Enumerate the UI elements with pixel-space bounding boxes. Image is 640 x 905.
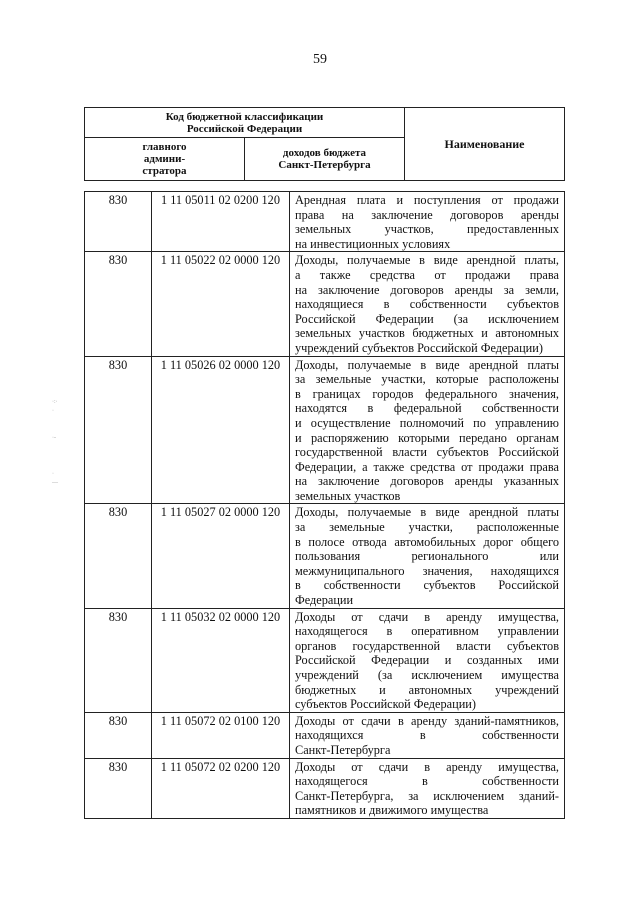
budget-code-cell: 1 11 05027 02 0000 120 <box>152 504 290 608</box>
revenue-name-line: находящегося в оперативном управлении <box>295 624 559 639</box>
revenue-name-line: земельных участков бюджетных и автономных <box>295 326 559 341</box>
header-group-title <box>85 108 405 138</box>
table-row <box>85 356 565 504</box>
revenue-name-line: Доходы от сдачи в аренду имущества, <box>295 759 559 774</box>
table-header <box>84 107 565 181</box>
admin-code-cell: 830 <box>85 192 152 252</box>
revenue-name-line: Федерации, а также средства от продажи права <box>295 459 559 474</box>
budget-code-cell: 1 11 05072 02 0200 120 <box>152 758 290 818</box>
revenue-name-cell <box>290 712 565 758</box>
revenue-name-line: находящиеся в собственности субъектов <box>295 297 559 312</box>
admin-code-cell: 830 <box>85 712 152 758</box>
admin-code-cell: 830 <box>85 608 152 712</box>
header-group-title-line: Российской Федерации <box>186 122 303 135</box>
revenue-name-line: Доходы от сдачи в аренду зданий-памятников, <box>295 713 559 728</box>
revenue-name-cell <box>290 192 565 252</box>
revenue-name-line: в собственности субъектов Российской <box>295 578 559 593</box>
revenue-name-line: Арендная плата и поступления от продажи <box>295 193 559 207</box>
revenue-table-body <box>85 192 565 819</box>
revenue-name-cell <box>290 252 565 356</box>
budget-code-cell: 1 11 05026 02 0000 120 <box>152 356 290 504</box>
revenue-name-line: а также средства от продажи права <box>295 267 559 282</box>
revenue-name-line: земельных участков, предоставленных <box>295 222 559 237</box>
revenue-name-line: находящегося в собственности <box>295 774 559 789</box>
budget-code-cell: 1 11 05072 02 0100 120 <box>152 712 290 758</box>
table-row <box>85 504 565 608</box>
revenue-name-line: Доходы, получаемые в виде арендной платы <box>295 357 559 372</box>
revenue-name-line: и осуществление полномочий по управлению <box>295 415 559 430</box>
header-admin-column <box>85 138 245 181</box>
header-admin-line: главного <box>142 141 187 153</box>
page-number: 59 <box>313 52 327 67</box>
revenue-name-line: государственной власти субъектов Российской <box>295 445 559 460</box>
header-group-title-line: Код бюджетной классификации <box>165 110 324 123</box>
revenue-name-cell <box>290 608 565 712</box>
table-row <box>85 758 565 818</box>
revenue-name-line: на заключение договоров аренды за земли, <box>295 282 559 297</box>
table-row <box>85 712 565 758</box>
header-admin-line: стратора <box>142 165 187 177</box>
table-row <box>85 192 565 252</box>
revenue-name-line: памятников и движимого имущества <box>295 803 489 818</box>
revenue-name-line: Федерации <box>295 593 354 608</box>
revenue-name-line: находятся в федеральной собственности <box>295 401 559 416</box>
revenue-name-line: права на заключение договоров аренды <box>295 207 559 222</box>
revenue-name-line: земельных участков <box>295 488 401 503</box>
budget-code-cell: 1 11 05011 02 0200 120 <box>152 192 290 252</box>
header-admin-line: админи- <box>143 153 186 165</box>
table-row <box>85 608 565 712</box>
revenue-name-line: на инвестиционных условиях <box>295 236 451 251</box>
revenue-name-line: учреждений субъектов Российской Федерации) <box>295 340 543 355</box>
admin-code-cell: 830 <box>85 356 152 504</box>
revenue-table <box>84 191 565 819</box>
header-name-column: Наименование <box>405 108 565 181</box>
margin-marks: ·:· · ·- · — <box>52 399 58 486</box>
budget-code-cell: 1 11 05032 02 0000 120 <box>152 608 290 712</box>
revenue-name-line: учреждений (за исключением имущества <box>295 668 559 682</box>
revenue-name-line: и распоряжению которыми передано органам <box>295 430 559 445</box>
revenue-name-line: Санкт-Петербурга <box>295 742 391 757</box>
revenue-name-line: в полосе отвода автомобильных дорог общего <box>295 534 559 549</box>
revenue-name-line: Доходы от сдачи в аренду имущества, <box>295 609 559 624</box>
header-code-line: доходов бюджета <box>282 147 367 159</box>
admin-code-cell: 830 <box>85 758 152 818</box>
admin-code-cell: 830 <box>85 504 152 608</box>
table-row <box>85 252 565 356</box>
revenue-name-line: межмуниципального значения, находящихся <box>295 563 559 578</box>
admin-code-cell: 830 <box>85 252 152 356</box>
revenue-name-line: Санкт-Петербурга, за исключением зданий- <box>295 788 559 803</box>
revenue-name-line: органов государственной власти субъектов <box>295 638 559 653</box>
revenue-name-cell <box>290 504 565 608</box>
revenue-name-line: пользования регионального или <box>295 549 559 564</box>
revenue-name-line: в границах городов федерального значения, <box>295 386 559 401</box>
revenue-name-line: Доходы, получаемые в виде арендной платы, <box>295 253 559 268</box>
budget-code-cell: 1 11 05022 02 0000 120 <box>152 252 290 356</box>
revenue-name-line: Российской Федерации (за исключением <box>295 311 559 326</box>
header-code-column <box>245 138 405 181</box>
revenue-name-line: бюджетных и автономных учреждений <box>295 682 559 697</box>
revenue-name-line: находящихся в собственности <box>295 728 559 743</box>
revenue-name-cell <box>290 758 565 818</box>
header-code-line: Санкт-Петербурга <box>278 159 371 171</box>
revenue-name-line: за земельные участки, которые расположены <box>295 372 559 387</box>
revenue-name-line: Российской Федерации и созданных ими <box>295 653 559 668</box>
revenue-name-line: за земельные участки, расположенные <box>295 520 559 535</box>
revenue-name-line: субъектов Российской Федерации) <box>295 697 476 712</box>
revenue-name-cell <box>290 356 565 504</box>
revenue-name-line: на заключение договоров аренды указанных <box>295 474 559 489</box>
revenue-name-line: Доходы, получаемые в виде арендной платы <box>295 505 559 520</box>
